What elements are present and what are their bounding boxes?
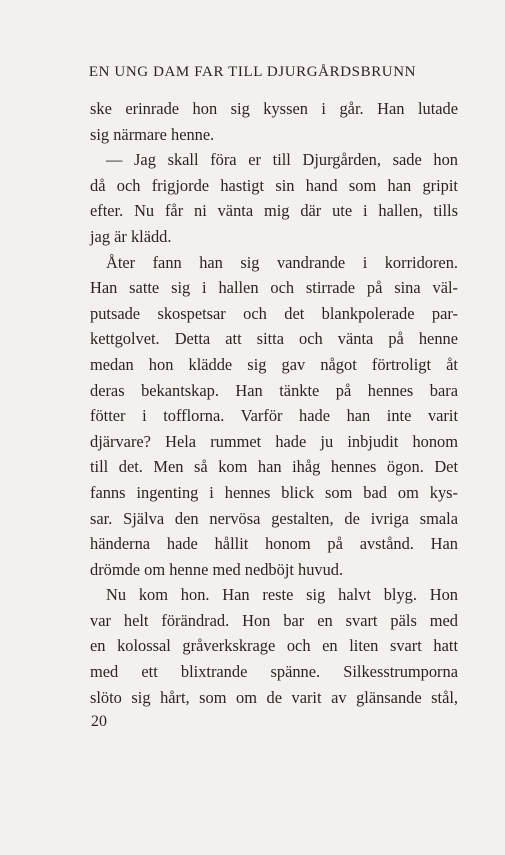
page-number: 20 <box>91 713 107 730</box>
text-line: fötter i tofflorna. Varför hade han inte varit <box>90 406 458 426</box>
body-text <box>90 96 458 710</box>
text-line: sar. Själva den nervösa gestalten, de ivriga smala <box>90 508 458 528</box>
text-line: sig närmare henne. <box>90 124 215 144</box>
text-line: händerna hade hållit honom på avstånd. Han <box>90 534 458 554</box>
text-line: drömde om henne med nedböjt huvud. <box>90 559 344 579</box>
text-line: medan hon klädde sig gav något förtroligt åt <box>90 354 458 374</box>
text-line: med ett blixtrande spänne. Silkesstrumporna <box>90 662 458 682</box>
text-line: slöto sig hårt, som om de varit av glänsande stål, <box>90 687 458 707</box>
text-line: var helt förändrad. Hon bar en svart päls med <box>90 610 458 630</box>
text-line: putsade skospetsar och det blankpolerade par- <box>90 303 458 323</box>
text-line: jag är klädd. <box>90 226 172 246</box>
text-line: — Jag skall föra er till Djurgården, sade hon <box>106 150 458 170</box>
text-line: Åter fann han sig vandrande i korridoren. <box>106 252 458 272</box>
text-line: deras bekantskap. Han tänkte på hennes bara <box>90 380 458 400</box>
text-line: kettgolvet. Detta att sitta och vänta på henne <box>90 329 458 349</box>
running-header: EN UNG DAM FAR TILL DJURGÅRDSBRUNN <box>88 64 417 80</box>
text-line: ske erinrade hon sig kyssen i går. Han lutade <box>90 99 458 118</box>
text-line: djärvare? Hela rummet hade ju inbjudit honom <box>90 431 458 451</box>
text-line: efter. Nu får ni vänta mig där ute i hallen, tills <box>90 201 458 221</box>
text-line: fanns ingenting i hennes blick som bad om kys- <box>90 482 458 502</box>
text-line: Han satte sig i hallen och stirrade på sina väl- <box>90 278 458 298</box>
text-line: en kolossal gråverkskrage och en liten svart hatt <box>90 636 458 656</box>
text-line: till det. Men så kom han ihåg hennes ögon. Det <box>90 457 458 477</box>
text-line: Nu kom hon. Han reste sig halvt blyg. Hon <box>106 585 458 605</box>
text-line: då och frigjorde hastigt sin hand som han gripit <box>90 175 458 195</box>
